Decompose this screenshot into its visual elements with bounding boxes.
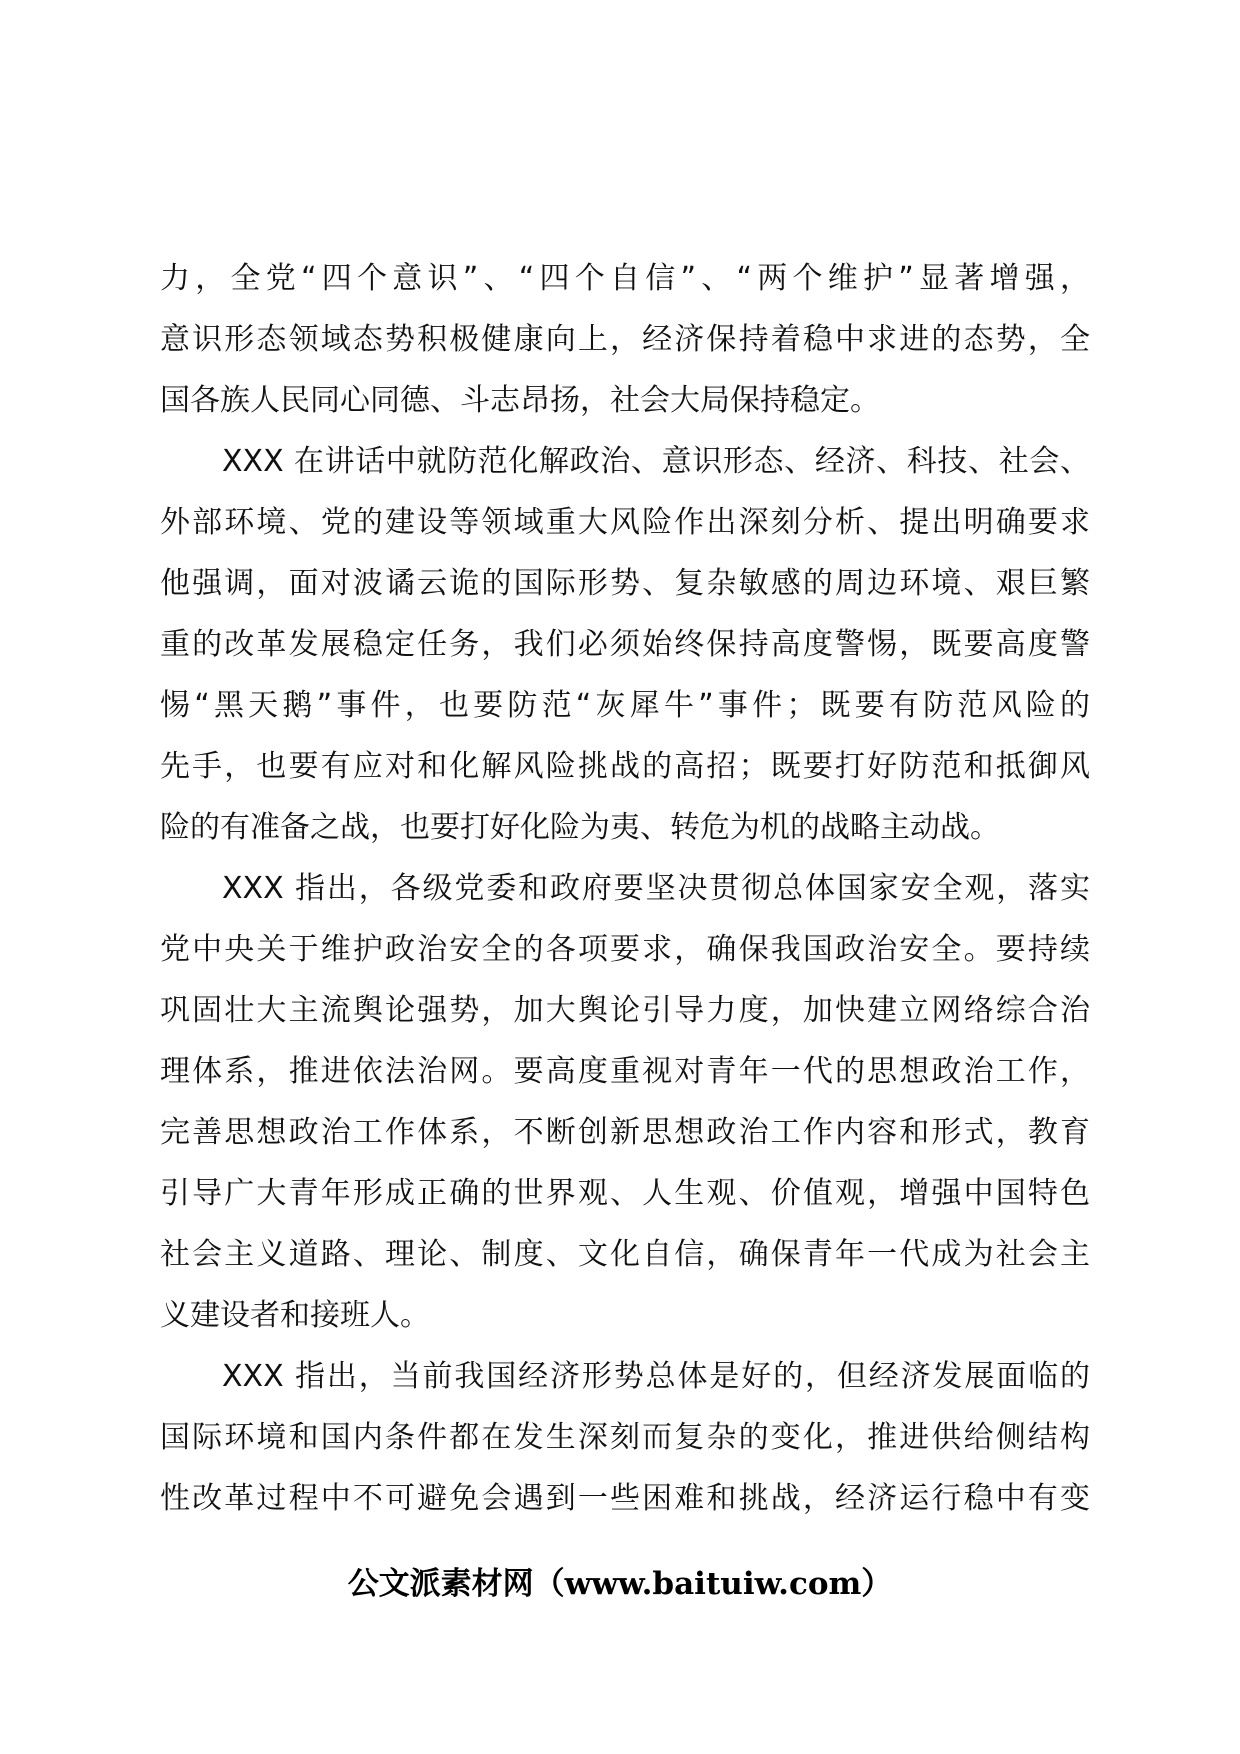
text-line: 引导广大青年形成正确的世界观、人生观、价值观，增强中国特色: [160, 1176, 1090, 1211]
text-line: 力，全党“四个意识”、“四个自信”、“两个维护”显著增强，: [160, 261, 1090, 296]
text-line: 意识形态领域态势积极健康向上，经济保持着稳中求进的态势，全: [160, 322, 1090, 357]
text-line: 理体系，推进依法治网。要高度重视对青年一代的思想政治工作，: [160, 1054, 1090, 1089]
text-line: 重的改革发展稳定任务，我们必须始终保持高度警惕，既要高度警: [160, 627, 1090, 662]
text-line: 完善思想政治工作体系，不断创新思想政治工作内容和形式，教育: [160, 1115, 1090, 1150]
text-line: 党中央关于维护政治安全的各项要求，确保我国政治安全。要持续: [160, 932, 1090, 967]
text-line: 先手，也要有应对和化解风险挑战的高招；既要打好防范和抵御风: [160, 749, 1090, 784]
text-line: XXX 指出，当前我国经济形势总体是好的，但经济发展面临的: [222, 1359, 1090, 1394]
text-line: 国际环境和国内条件都在发生深刻而复杂的变化，推进供给侧结构: [160, 1420, 1090, 1455]
text-line: 惕“黑天鹅”事件，也要防范“灰犀牛”事件；既要有防范风险的: [160, 688, 1090, 723]
text-line: 他强调，面对波谲云诡的国际形势、复杂敏感的周边环境、艰巨繁: [160, 566, 1090, 601]
document-body: [160, 248, 1090, 1529]
text-line: 外部环境、党的建设等领域重大风险作出深刻分析、提出明确要求: [160, 505, 1090, 540]
paragraph-1: [160, 248, 1090, 431]
footer-watermark: 公文派素材网（www.baituiw.com）: [347, 1566, 893, 1602]
paragraph-4: [160, 1346, 1090, 1529]
text-line: 社会主义道路、理论、制度、文化自信，确保青年一代成为社会主: [160, 1237, 1090, 1272]
text-line: 险的有准备之战，也要打好化险为夷、转危为机的战略主动战。: [160, 810, 1000, 845]
text-line: 巩固壮大主流舆论强势，加大舆论引导力度，加快建立网络综合治: [160, 993, 1090, 1028]
text-line: 义建设者和接班人。: [160, 1298, 430, 1333]
text-line: XXX 指出，各级党委和政府要坚决贯彻总体国家安全观，落实: [222, 871, 1090, 906]
paragraph-2: [160, 431, 1090, 858]
paragraph-3: [160, 858, 1090, 1346]
text-line: 国各族人民同心同德、斗志昂扬，社会大局保持稳定。: [160, 383, 880, 418]
text-line: 性改革过程中不可避免会遇到一些困难和挑战，经济运行稳中有变: [160, 1481, 1090, 1516]
text-line: XXX 在讲话中就防范化解政治、意识形态、经济、科技、社会、: [222, 444, 1090, 479]
